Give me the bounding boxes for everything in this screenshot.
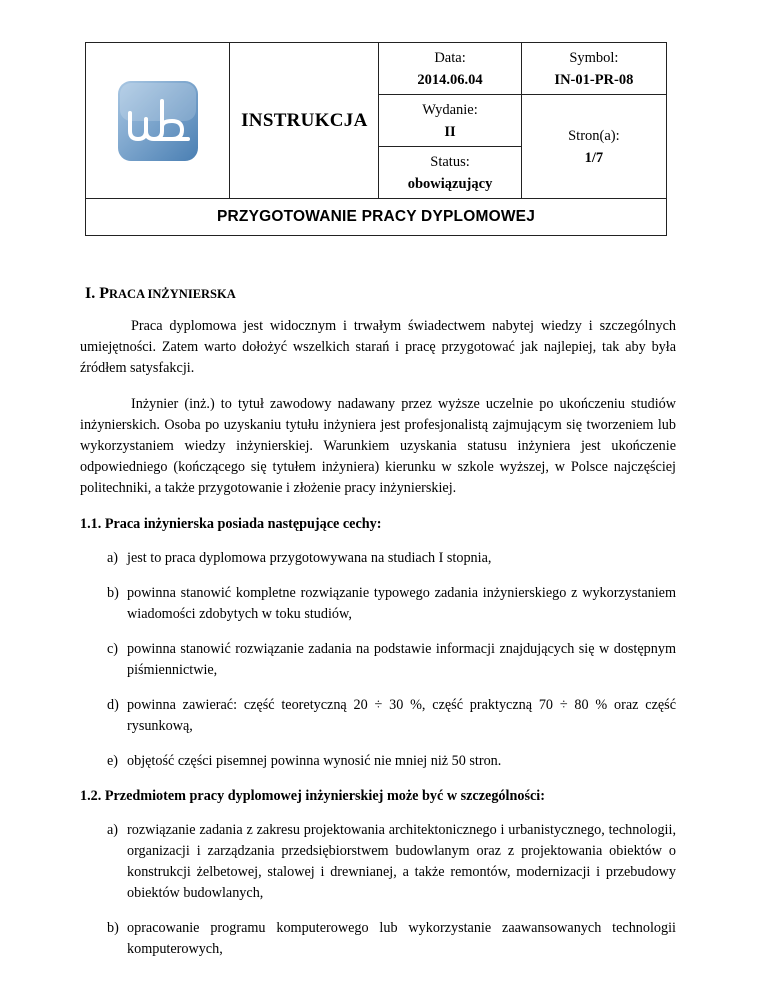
document-type: INSTRUKCJA: [230, 43, 379, 199]
logo-cell: [86, 43, 230, 199]
status-label: Status:: [430, 153, 470, 170]
list-item: [80, 639, 676, 681]
subsection-heading-features: 1.1. Praca inżynierska posiada następujące cechy:: [80, 516, 382, 532]
list-marker: c): [107, 641, 119, 657]
symbol-cell: [521, 43, 666, 95]
paragraph-engineer: Inżynier (inż.) to tytuł zawodowy nadawany przez wyższe uczelnie po ukończeniu studiów inżynierskich. Osoba po uzyskaniu tytułu inżyniera jest profesjonalistą zajmującym się tworzeniem lub wykorzystaniem wiedzy inżynierskiej. Warunkiem uzyskania statusu inżyniera jest ukończenie odpowiedniego (kończącego się tytułem inżyniera) kierunku w szkole wyższej, w Polsce najczęściej politechniki, a także przygotowanie i złożenie pracy inżynierskiej.: [80, 396, 676, 496]
list-item-text: objętość części pisemnej powinna wynosić nie mniej niż 50 stron.: [127, 753, 502, 769]
list-item-text: rozwiązanie zadania z zakresu projektowania architektonicznego i urbanistycznego, technologii, organizacji i zarządzania przedsiębiorstwem budowlanym oraz z projektowania obiektów o konstrukcji żelbetowej, stalowej i drewnianej, a także remontów, modernizacji i przebudowy obiektów budowlanych,: [127, 822, 676, 901]
list-item-text: powinna stanowić rozwiązanie zadania na podstawie informacji znajdujących się w dostępnym piśmiennictwie,: [127, 641, 676, 678]
list-marker: a): [107, 550, 119, 566]
list-item: [80, 820, 676, 904]
document-body: [80, 283, 676, 974]
section-heading-rest: RACA INŻYNIERSKA: [109, 287, 236, 301]
list-item-text: powinna stanowić kompletne rozwiązanie typowego zadania inżynierskiego z wykorzystaniem wiadomości zdobytych w toku studiów,: [127, 585, 676, 622]
edition-label: Wydanie:: [422, 101, 478, 118]
date-value: 2014.06.04: [417, 71, 483, 88]
list-item: [80, 751, 676, 772]
list-marker: a): [107, 822, 119, 838]
paragraph-intro: Praca dyplomowa jest widocznym i trwałym świadectwem nabytej wiedzy i szczególnych umiejętności. Zatem warto dołożyć wszelkich starań i pracę przygotować jak najlepiej, tak aby była źródłem satysfakcji.: [80, 318, 676, 376]
subjects-list: [80, 820, 676, 960]
list-marker: d): [107, 697, 119, 713]
list-marker: b): [107, 585, 119, 601]
date-label: Data:: [434, 49, 466, 66]
pages-cell: [521, 95, 666, 199]
subsection-heading-subjects: 1.2. Przedmiotem pracy dyplomowej inżynierskiej może być w szczególności:: [80, 788, 545, 804]
list-marker: e): [107, 753, 119, 769]
document-header-table: [85, 42, 667, 236]
edition-value: II: [444, 123, 456, 140]
symbol-value: IN-01-PR-08: [554, 71, 634, 88]
list-marker: b): [107, 920, 119, 936]
list-item: [80, 583, 676, 625]
pages-label: Stron(a):: [568, 127, 620, 144]
list-item-text: opracowanie programu komputerowego lub wykorzystanie zaawansowanych technologii komputerowych,: [127, 920, 676, 957]
wb-logo: [116, 79, 200, 163]
status-cell: [379, 147, 522, 199]
list-item-text: powinna zawierać: część teoretyczną 20 ÷ 30 %, część praktyczną 70 ÷ 80 % oraz część rysunkową,: [127, 697, 676, 734]
edition-cell: [379, 95, 522, 147]
status-value: obowiązujący: [407, 175, 493, 192]
symbol-label: Symbol:: [569, 49, 619, 66]
section-heading: [85, 283, 676, 305]
list-item: [80, 548, 676, 569]
list-item: [80, 695, 676, 737]
section-number: I. P: [85, 285, 109, 302]
list-item: [80, 918, 676, 960]
document-title: PRZYGOTOWANIE PRACY DYPLOMOWEJ: [86, 199, 667, 236]
pages-value: 1/7: [584, 149, 604, 166]
date-cell: [379, 43, 522, 95]
features-list: [80, 548, 676, 772]
list-item-text: jest to praca dyplomowa przygotowywana na studiach I stopnia,: [127, 550, 492, 566]
